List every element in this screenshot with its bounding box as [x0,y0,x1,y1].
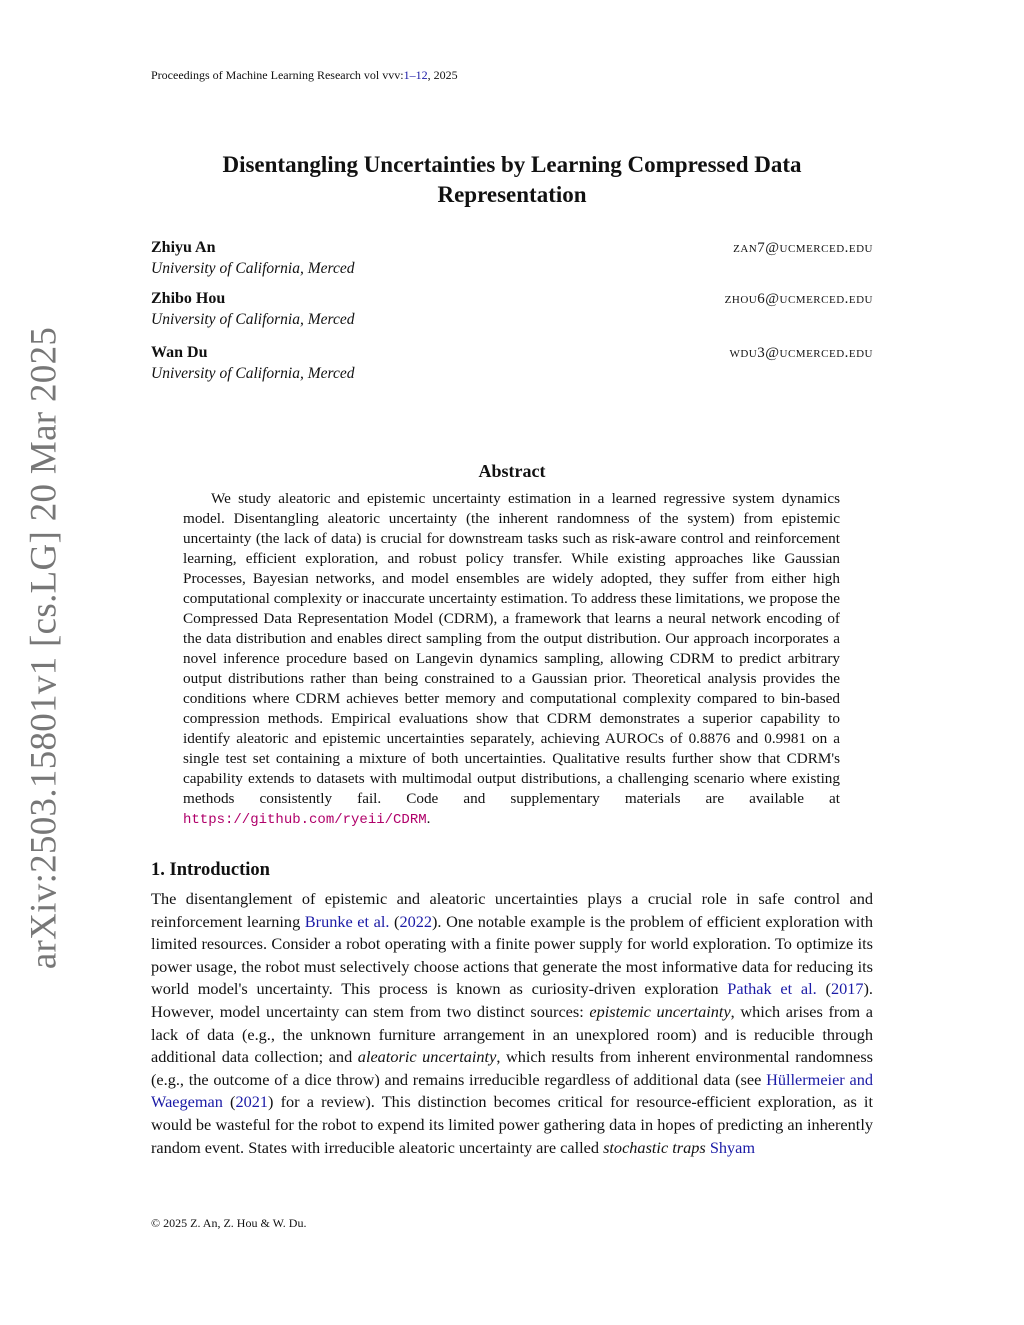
citation-link[interactable]: Brunke et al. [304,911,390,931]
author-name: Zhibo Hou [151,290,226,307]
author-email: zhou6@ucmerced.edu [724,291,873,307]
author-block [151,238,873,280]
citation-link[interactable]: Shyam [709,1137,756,1157]
intro-text: , which results from inherent environmental randomness (e.g., the outcome of a dice throw) and remains irreducible regardless of additional data (see [151,1047,873,1089]
running-head-prefix: Proceedings of Machine Learning Research vol vvv: [151,68,404,82]
intro-text: , which arises from a lack of data (e.g., the unknown furniture arrangement in an unexplored room) and is reducible through additional data collection; and [151,1001,873,1067]
section-heading-introduction: 1. Introduction [151,860,270,880]
author-affiliation: University of California, Merced [151,311,355,328]
arxiv-stamp-margin [0,0,70,1325]
citation-year-link[interactable]: 2017 [830,979,864,999]
author-name: Zhiyu An [151,239,216,256]
citation-link[interactable]: Hüllermeier and Waegeman [151,1069,873,1112]
citation-year-link[interactable]: 2022 [399,911,432,931]
introduction-paragraph: The disentanglement of epistemic and aleatoric uncertainties plays a crucial role in safe control and reinforcement learning Brunke et al. (2022). One notable example is the problem of efficient exploration with limited resources. Consider a robot operating with a finite power supply for world exploration. To optimize its power usage, the robot must selectively choose actions that generate the most informative data for reducing its world model's uncertainty. This process is known as curiosity-driven exploration Pathak et al. (2017). However, model uncertainty can stem from two distinct sources: epistemic uncertainty, which arises from a lack of data (e.g., the unknown furniture arrangement in an unexplored room) and is reducible through additional data collection; and aleatoric uncertainty, which results from inherent environmental randomness (e.g., the outcome of a dice throw) and remains irreducible regardless of additional data (see Hüllermeier and Waegeman (2021) for a review). This distinction becomes critical for resource-efficient exploration, as it would be wasteful for the robot to expend its limited power gathering data in hopes of predicting an inherently random event. States with irreducible aleatoric uncertainty are called stochastic traps Shyam [151,889,873,1157]
author-block [151,343,873,385]
citation-year-link[interactable]: 2021 [235,1092,269,1112]
citation-link[interactable]: Pathak et al. [727,979,817,999]
author-email: zan7@ucmerced.edu [733,240,873,256]
running-head [151,68,458,83]
code-url-link[interactable]: https://github.com/ryeii/CDRM [183,812,427,828]
emphasis-term: stochastic traps [603,1137,706,1157]
author-affiliation: University of California, Merced [151,365,355,382]
running-head-pages[interactable]: 1–12 [403,68,428,82]
abstract-heading: Abstract [478,461,546,481]
arxiv-stamp: arXiv:2503.15801v1 [cs.LG] 20 Mar 2025 [23,326,65,970]
copyright-footer: © 2025 Z. An, Z. Hou & W. Du. [151,1216,307,1230]
intro-text: The disentanglement of epistemic and aleatoric uncertainties plays a crucial role in safe control and reinforcement learning [151,889,873,931]
abstract-body [183,489,840,830]
intro-text: for a review). This distinction becomes critical for resource-efficient exploration, as it would be wasteful for the robot to expend its limited power gathering data in hopes of predicting an inherently random event. States with irreducible aleatoric uncertainty are called [151,1092,873,1157]
author-email: wdu3@ucmerced.edu [729,345,873,361]
running-head-year: , 2025 [427,68,458,82]
author-name: Wan Du [151,344,208,361]
abstract-end: . [426,810,431,827]
intro-text: However, model uncertainty can stem from two distinct sources: [151,1001,590,1021]
author-affiliation: University of California, Merced [151,260,355,277]
abstract-text: We study aleatoric and epistemic uncertainty estimation in a learned regressive system dynamics model. Disentangling aleatoric uncertainty (the inherent randomness of the system) from epistemic uncertainty (the lack of data) is crucial for downstream tasks such as risk-aware control and reinforcement learning, efficient exploration, and robust policy transfer. While existing approaches like Gaussian Processes, Bayesian networks, and model ensembles are widely adopted, they suffer from either high computational complexity or inaccurate uncertainty estimation. To address these limitations, we propose the Compressed Data Representation Model (CDRM), a framework that learns a neural network encoding of the data distribution and enables direct sampling from the output distribution. Our approach incorporates a novel inference procedure based on Langevin dynamics sampling, allowing CDRM to predict arbitrary output distributions rather than being constrained to a Gaussian prior. Theoretical analysis provides the conditions where CDRM achieves better memory and computational complexity compared to bin-based compression methods. Empirical evaluations show that CDRM demonstrates a superior capability to identify aleatoric and epistemic uncertainties separately, achieving AUROCs of 0.8876 and 0.9981 on a single test set containing a mixture of both uncertainties. Qualitative results further show that CDRM's capability extends to datasets with multimodal output distributions, a challenging scenario where existing methods consistently fail. Code and supplementary materials are available at [183,490,840,807]
author-block [151,289,873,331]
paper-title: Disentangling Uncertainties by Learning Compressed Data Representation [222,152,802,207]
intro-text: One notable example is the problem of efficient exploration with limited resources. Consider a robot operating with a finite power supply for world exploration. To optimize its power usage, the robot must selectively choose actions that generate the most informative data for reducing its world model's uncertainty. This process is known as curiosity-driven exploration [151,911,873,999]
emphasis-term: aleatoric uncertainty [357,1047,497,1067]
emphasis-term: epistemic uncertainty [589,1001,731,1021]
